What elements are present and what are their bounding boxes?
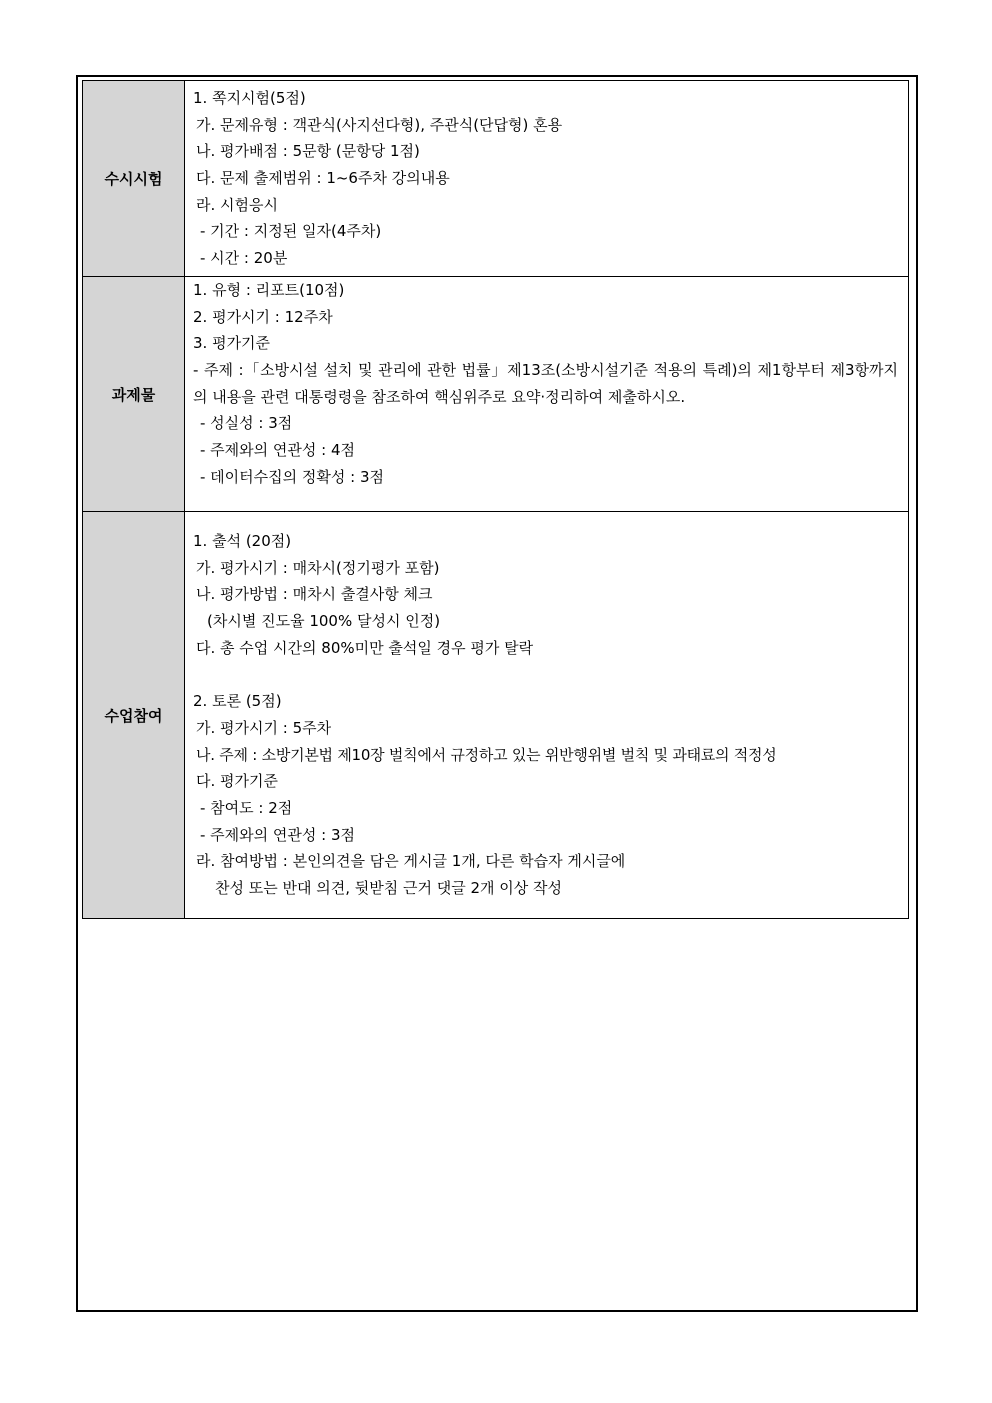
content-line: 2. 평가시기 : 12주차 bbox=[193, 307, 333, 326]
content-line: 라. 시험응시 bbox=[196, 195, 278, 214]
content-line: 가. 문제유형 : 객관식(사지선다형), 주관식(단답형) 혼용 bbox=[196, 115, 563, 134]
content-line: 나. 평가방법 : 매차시 출결사항 체크 bbox=[196, 585, 433, 604]
content-line: 찬성 또는 반대 의견, 뒷받침 근거 댓글 2개 이상 작성 bbox=[215, 878, 563, 897]
content-line: (차시별 진도율 100% 달성시 인정) bbox=[207, 612, 441, 631]
content-line: 나. 주제 : 소방기본법 제10장 벌칙에서 규정하고 있는 위반행위별 벌칙 및 과태료의 적정성 bbox=[196, 745, 777, 764]
content-line: 2. 토론 (5점) bbox=[193, 692, 282, 711]
content-line: 1. 유형 : 리포트(10점) bbox=[193, 281, 345, 299]
content-line: 다. 문제 출제범위 : 1~6주차 강의내용 bbox=[196, 169, 450, 188]
content-line: - 기간 : 지정된 일자(4주차) bbox=[200, 222, 382, 241]
section-assignment-row bbox=[83, 277, 909, 512]
content-line: 다. 총 수업 시간의 80%미만 출석일 경우 평가 탈락 bbox=[196, 638, 534, 657]
content-line: - 주제 :「소방시설 설치 및 관리에 관한 법률」제13조(소방시설기준 적용의 특례)의 제1항부터 제3항까지의 내용을 관련 대통령령을 참조하여 핵심위주로 요약·정리하여 제출하시오. bbox=[193, 361, 898, 406]
content-line: - 시간 : 20분 bbox=[200, 249, 288, 268]
content-line: 다. 평가기준 bbox=[196, 772, 278, 791]
section-label: 수시시험 bbox=[83, 81, 185, 277]
content-line: - 참여도 : 2점 bbox=[200, 798, 293, 817]
content-line: 3. 평가기준 bbox=[193, 334, 271, 353]
evaluation-table bbox=[82, 80, 909, 919]
content-line: - 주제와의 연관성 : 3점 bbox=[200, 825, 356, 844]
content-line: 1. 쪽지시험(5점) bbox=[193, 89, 306, 107]
content-line: 1. 출석 (20점) bbox=[193, 532, 292, 550]
blank-line bbox=[193, 661, 900, 688]
section-quiz-row bbox=[83, 81, 909, 277]
section-label: 수업참여 bbox=[83, 512, 185, 919]
section-content bbox=[185, 81, 909, 277]
content-line: 가. 평가시기 : 매차시(정기평가 포함) bbox=[196, 558, 440, 577]
content-line: 가. 평가시기 : 5주차 bbox=[196, 718, 332, 737]
content-line: - 주제와의 연관성 : 4점 bbox=[200, 441, 356, 460]
content-line: - 데이터수집의 정확성 : 3점 bbox=[200, 467, 384, 486]
section-label: 과제물 bbox=[83, 277, 185, 512]
section-content bbox=[185, 277, 909, 512]
content-line: 나. 평가배점 : 5문항 (문항당 1점) bbox=[196, 142, 420, 161]
content-line: - 성실성 : 3점 bbox=[200, 414, 293, 433]
section-participation-row bbox=[83, 512, 909, 919]
content-line: 라. 참여방법 : 본인의견을 담은 게시글 1개, 다른 학습자 게시글에 bbox=[196, 852, 626, 871]
section-content bbox=[185, 512, 909, 919]
